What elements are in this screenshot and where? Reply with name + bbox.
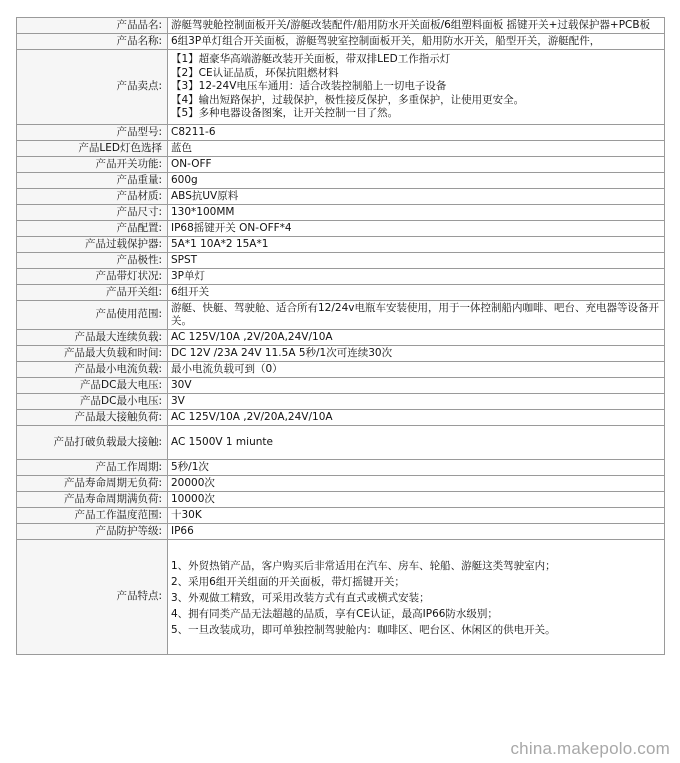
spec-label: 产品最大连续负载: [17, 329, 168, 345]
spec-row [17, 172, 665, 188]
spec-value [168, 345, 665, 361]
spec-value-line: 6组开关 [171, 285, 210, 298]
spec-value [168, 124, 665, 140]
spec-value-line: ABS抗UV原料 [171, 189, 239, 202]
spec-value [168, 268, 665, 284]
spec-row [17, 361, 665, 377]
spec-value-line: 2、采用6组开关组面的开关面板，带灯摇键开关； [171, 575, 405, 588]
spec-value-line: 3V [171, 394, 185, 407]
spec-value-line: DC 12V /23A 24V 11.5A 5秒/1次可连续30次 [171, 346, 393, 359]
spec-row [17, 284, 665, 300]
spec-value-line: IP68摇键开关 ON-OFF*4 [171, 221, 292, 234]
spec-label: 产品使用范围: [17, 300, 168, 329]
spec-label: 产品DC最小电压: [17, 393, 168, 409]
spec-row [17, 329, 665, 345]
spec-label: 产品打破负载最大接触: [17, 425, 168, 459]
spec-value [168, 284, 665, 300]
spec-value-line: 游艇驾驶舱控制面板开关/游艇改装配件/船用防水开关面板/6组塑料面板 摇键开关+过载保护器+PCB板 [171, 19, 651, 31]
spec-label: 产品工作温度范围: [17, 507, 168, 523]
spec-value-line: 3P单灯 [171, 269, 206, 282]
spec-value-line: 1、外贸热销产品，客户购买后非常适用在汽车、房车、轮船、游艇这类驾驶室内； [171, 559, 556, 572]
spec-label: 产品开关组: [17, 284, 168, 300]
spec-table [16, 17, 665, 655]
spec-value-line: AC 1500V 1 miunte [171, 435, 273, 448]
spec-label: 产品最大接触负荷: [17, 409, 168, 425]
spec-row [17, 268, 665, 284]
spec-value [168, 156, 665, 172]
spec-value [168, 475, 665, 491]
spec-label: 产品防护等级: [17, 523, 168, 539]
spec-row [17, 156, 665, 172]
spec-label: 产品特点: [17, 539, 168, 654]
spec-value-line: 【3】12-24V电压车通用：适合改装控制船上一切电子设备 [171, 80, 447, 92]
spec-label: 产品DC最大电压: [17, 377, 168, 393]
spec-value [168, 507, 665, 523]
spec-row [17, 475, 665, 491]
spec-value-line: AC 125V/10A ,2V/20A,24V/10A [171, 410, 333, 423]
spec-row [17, 18, 665, 34]
spec-label: 产品带灯状况: [17, 268, 168, 284]
spec-row [17, 393, 665, 409]
spec-value-line: 20000次 [171, 476, 215, 489]
spec-label: 产品极性: [17, 252, 168, 268]
spec-value-line: 最小电流负载可到（0） [171, 362, 283, 375]
spec-value-line: 【1】超豪华高端游艇改装开关面板，带双排LED工作指示灯 [171, 53, 451, 65]
spec-value [168, 300, 665, 329]
spec-label: 产品名称: [17, 34, 168, 50]
spec-label: 产品配置: [17, 220, 168, 236]
spec-row [17, 220, 665, 236]
spec-row [17, 523, 665, 539]
spec-label: 产品材质: [17, 188, 168, 204]
spec-value [168, 236, 665, 252]
spec-row [17, 345, 665, 361]
spec-value [168, 140, 665, 156]
spec-row [17, 539, 665, 654]
spec-label: 产品型号: [17, 124, 168, 140]
spec-row [17, 236, 665, 252]
spec-value-line: 【5】多种电器设备图案，让开关控制一目了然。 [171, 107, 399, 119]
spec-value [168, 459, 665, 475]
spec-value-line: 4、拥有同类产品无法超越的品质，享有CE认证，最高IP66防水级别； [171, 607, 498, 620]
spec-value [168, 172, 665, 188]
spec-value-line: 蓝色 [171, 141, 192, 154]
spec-value [168, 377, 665, 393]
spec-value-line: C8211-6 [171, 125, 216, 138]
spec-value [168, 539, 665, 654]
spec-value [168, 491, 665, 507]
spec-row [17, 409, 665, 425]
watermark-text: china.makepolo.com [510, 739, 670, 758]
spec-value-line: 游艇、快艇、驾驶舱、适合所有12/24v电瓶车安装使用，用于一体控制船内咖啡、吧台、充电器等设备开关。 [171, 301, 659, 327]
spec-value-line: 5、一旦改装成功，即可单独控制驾驶舱内：咖啡区、吧台区、休闲区的供电开关。 [171, 623, 556, 636]
spec-row [17, 377, 665, 393]
spec-value [168, 188, 665, 204]
spec-value-line: 【2】CE认证品质，环保抗阻燃材料 [171, 66, 339, 79]
spec-value [168, 18, 665, 34]
spec-label: 产品开关功能: [17, 156, 168, 172]
spec-label: 产品尺寸: [17, 204, 168, 220]
spec-value-line: 十30K [171, 508, 202, 521]
spec-value-line: 30V [171, 378, 192, 391]
spec-value [168, 523, 665, 539]
spec-label: 产品品名: [17, 18, 168, 34]
spec-row [17, 300, 665, 329]
spec-value-line: 6组3P单灯组合开关面板，游艇驾驶室控制面板开关，船用防水开关，船型开关，游艇配件， [171, 35, 601, 47]
spec-value [168, 329, 665, 345]
spec-value-line: IP66 [171, 524, 194, 537]
spec-row [17, 188, 665, 204]
spec-row [17, 140, 665, 156]
spec-row [17, 491, 665, 507]
spec-value-line: 5秒/1次 [171, 460, 209, 473]
spec-label: 产品卖点: [17, 50, 168, 125]
spec-label: 产品最大负载和时间: [17, 345, 168, 361]
spec-table-body [17, 18, 665, 655]
spec-row [17, 50, 665, 125]
spec-row [17, 459, 665, 475]
spec-value-line: 600g [171, 173, 198, 186]
spec-value-line: AC 125V/10A ,2V/20A,24V/10A [171, 330, 333, 343]
spec-row [17, 124, 665, 140]
spec-row [17, 34, 665, 50]
spec-value [168, 34, 665, 50]
spec-value [168, 425, 665, 459]
spec-value-line: 3、外观做工精致，可采用改装方式有直式或横式安装； [171, 591, 430, 604]
spec-label: 产品工作周期: [17, 459, 168, 475]
spec-row [17, 204, 665, 220]
spec-row [17, 425, 665, 459]
spec-label: 产品重量: [17, 172, 168, 188]
spec-label: 产品寿命周期满负荷: [17, 491, 168, 507]
spec-label: 产品寿命周期无负荷: [17, 475, 168, 491]
spec-value-line: 130*100MM [171, 205, 235, 218]
spec-label: 产品过载保护器: [17, 236, 168, 252]
spec-row [17, 252, 665, 268]
spec-value [168, 252, 665, 268]
spec-value-line: ON-OFF [171, 157, 212, 170]
spec-value-line: SPST [171, 253, 198, 266]
spec-label: 产品最小电流负载: [17, 361, 168, 377]
spec-value-line: 10000次 [171, 492, 215, 505]
spec-row [17, 507, 665, 523]
spec-value [168, 409, 665, 425]
spec-value [168, 361, 665, 377]
spec-value-line: 5A*1 10A*2 15A*1 [171, 237, 269, 250]
spec-value [168, 220, 665, 236]
spec-label: 产品LED灯色选择 [17, 140, 168, 156]
spec-value [168, 50, 665, 125]
spec-value [168, 204, 665, 220]
spec-value [168, 393, 665, 409]
spec-value-line: 【4】输出短路保护，过载保护，极性接反保护，多重保护，让使用更安全。 [171, 93, 525, 106]
